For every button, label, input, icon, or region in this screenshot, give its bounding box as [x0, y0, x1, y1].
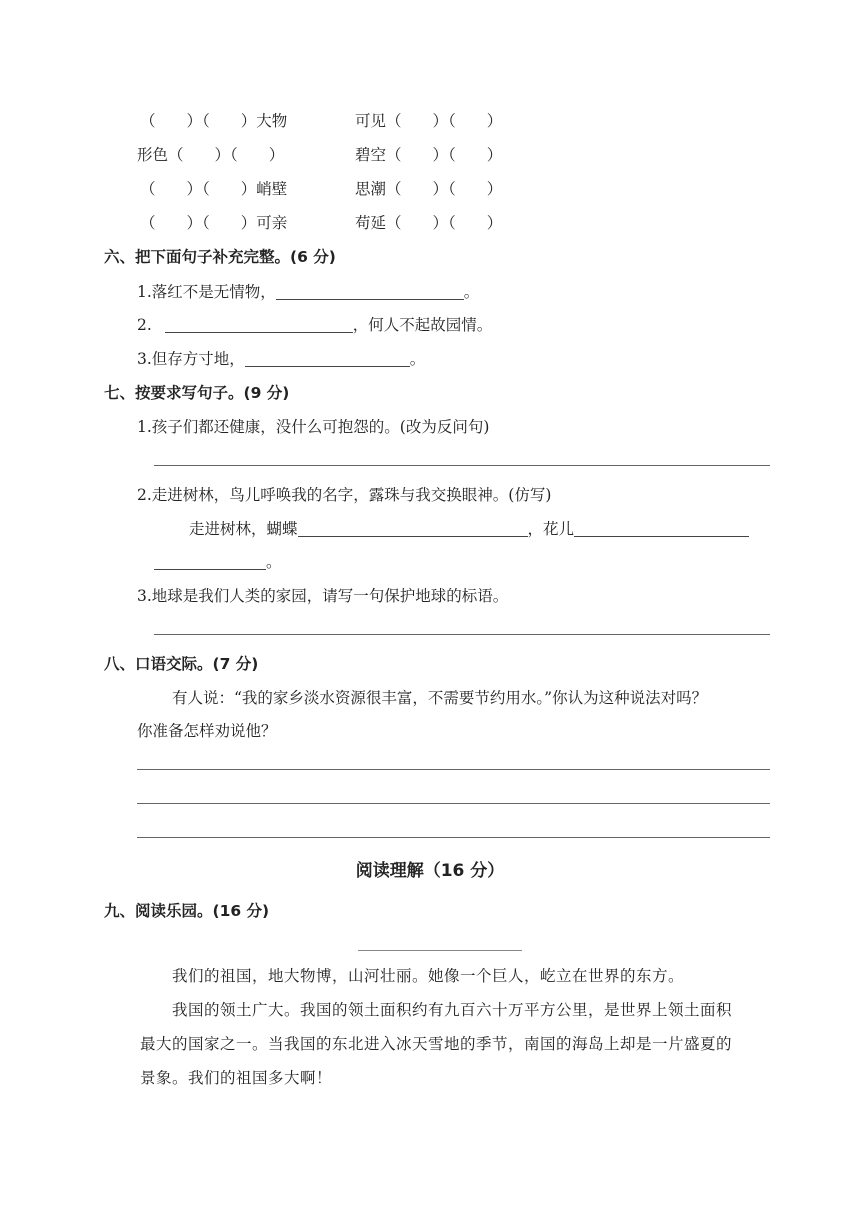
section-7-title: 七、按要求写句子。(9 分): [104, 384, 290, 402]
answer-line[interactable]: [137, 837, 770, 838]
section-8-title: 八、口语交际。(7 分): [104, 655, 259, 673]
section-8-para-line1: 有人说：“我的家乡淡水资源很丰富，不需要节约用水。”你认为这种说法对吗？: [172, 689, 708, 707]
passage-title-blank[interactable]: [358, 950, 522, 951]
section-6-q2: [137, 315, 492, 335]
answer-blank[interactable]: [245, 350, 410, 367]
section-9-title: 九、阅读乐园。(16 分): [104, 902, 270, 920]
answer-blank[interactable]: [165, 316, 353, 333]
answer-blank[interactable]: [574, 520, 749, 537]
section-6-q2-prefix: 2.: [137, 316, 152, 334]
section-6-q3-prefix: 3.但存方寸地，: [137, 350, 245, 368]
section-7-q2: 2.走进树林，鸟儿呼唤我的名字，露珠与我交换眼神。(仿写): [137, 486, 552, 504]
reading-section-header: 阅读理解（16 分）: [355, 861, 505, 881]
idiom-row-3-right: 思潮（ ）（ ）: [355, 180, 503, 198]
passage-paragraph-2-line-1: 我国的领土广大。我国的领土面积约有九百六十万平方公里，是世界上领土面积: [172, 1001, 733, 1019]
passage-paragraph-2-line-2: 最大的国家之一。当我国的东北进入冰天雪地的季节，南国的海岛上却是一片盛夏的: [140, 1035, 733, 1053]
passage-paragraph-2-line-3: 景象。我们的祖国多大啊！: [140, 1069, 333, 1087]
section-6-q1-suffix: 。: [463, 283, 480, 301]
section-6-q1-prefix: 1.落红不是无情物，: [137, 283, 276, 301]
idiom-row-2-left: 形色（ ）（ ）: [137, 146, 285, 164]
section-6-q2-suffix: ，何人不起故园情。: [352, 316, 493, 334]
answer-line[interactable]: [154, 634, 770, 635]
answer-blank[interactable]: [276, 283, 464, 300]
idiom-row-1-right: 可见（ ）（ ）: [355, 112, 503, 130]
section-7-q1: 1.孩子们都还健康，没什么可抱怨的。(改为反问句): [137, 418, 490, 436]
section-6-q3-suffix: 。: [409, 350, 426, 368]
idiom-row-4-right: 苟延（ ）（ ）: [355, 214, 503, 232]
idiom-row-4-left: （ ）（ ）可亲: [140, 214, 288, 232]
passage-paragraph-1: 我们的祖国，地大物博，山河壮丽。她像一个巨人，屹立在世界的东方。: [172, 967, 685, 985]
answer-line[interactable]: [154, 465, 770, 466]
section-7-q2-answer-mid: ，花儿: [527, 520, 575, 538]
section-7-q2-answer-prefix: 走进树林，蝴蝶: [189, 520, 298, 538]
section-7-q2-answer: [189, 519, 749, 539]
section-7-q3: 3.地球是我们人类的家园，请写一句保护地球的标语。: [137, 587, 509, 605]
answer-blank[interactable]: [154, 553, 266, 570]
idiom-row-1-left: （ ）（ ）大物: [140, 112, 288, 130]
section-8-para-line2: 你准备怎样劝说他？: [137, 722, 277, 740]
section-6-q1: [137, 282, 479, 302]
idiom-row-3-left: （ ）（ ）峭壁: [140, 180, 288, 198]
section-7-q2-answer-cont: [154, 552, 282, 572]
answer-line[interactable]: [137, 769, 770, 770]
idiom-row-2-right: 碧空（ ）（ ）: [355, 146, 503, 164]
answer-line[interactable]: [137, 803, 770, 804]
section-7-q2-answer-end: 。: [266, 553, 282, 571]
section-6-q3: [137, 349, 425, 369]
answer-blank[interactable]: [298, 520, 528, 537]
section-6-title: 六、把下面句子补充完整。(6 分): [104, 248, 336, 266]
